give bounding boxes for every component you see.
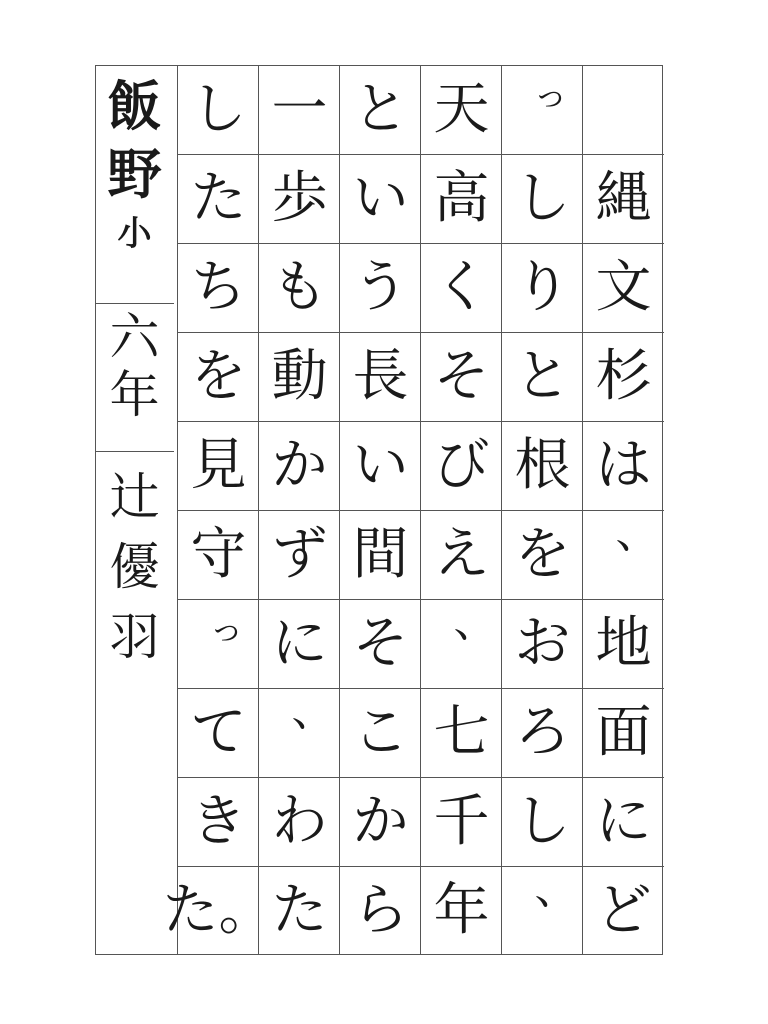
grid-cell [421, 243, 502, 332]
grid-cell [421, 65, 502, 154]
grid-cell [421, 688, 502, 777]
grid-cell [178, 332, 259, 421]
grid-cell [502, 243, 583, 332]
grid-cell [340, 599, 421, 688]
grid-char: 地 [595, 611, 652, 676]
grid-char: お [514, 611, 571, 676]
name-column [95, 65, 176, 955]
grid-char: い [352, 166, 409, 231]
grid-char: く [433, 255, 490, 320]
grid-cell [259, 243, 340, 332]
grid-cell [583, 243, 664, 332]
author-char: 辻 [109, 468, 160, 526]
grid-cell [340, 154, 421, 243]
grid-cell [583, 332, 664, 421]
grid-char: 、 [534, 863, 579, 914]
grid-cell [421, 332, 502, 421]
grid-char: え [433, 522, 490, 587]
author-char: 優 [109, 538, 160, 596]
grid-char: ど [595, 878, 652, 943]
grid-char: し [190, 76, 247, 142]
grid-cell [178, 510, 259, 599]
grid-char: ず [271, 522, 328, 587]
grid-char: こ [352, 700, 409, 765]
grid-cell [178, 688, 259, 777]
grid-cell [583, 507, 664, 599]
grid-char: び [433, 433, 490, 498]
grid-cell [259, 685, 340, 777]
school-char: 飯 [107, 74, 162, 138]
grid-char: 一 [271, 76, 328, 142]
grid-char: 縄 [595, 166, 652, 231]
school-name [95, 65, 174, 303]
grid-cell [502, 421, 583, 510]
grade-char: 年 [109, 366, 160, 424]
grid-cell [178, 243, 259, 332]
grid-cell [162, 866, 275, 955]
grid-cell [421, 866, 502, 955]
grid-cell [421, 596, 502, 688]
grid-char: て [190, 700, 247, 765]
grid-char: し [514, 789, 571, 854]
grid-char: し [514, 166, 571, 231]
grid-char: を [514, 522, 571, 587]
grid-char: は [595, 433, 652, 498]
grid-char: 間 [352, 522, 409, 587]
grid-char: き [190, 789, 247, 854]
grid-char: そ [352, 611, 409, 676]
grid-cell [340, 777, 421, 866]
author-char: 羽 [109, 608, 160, 666]
grid-char: 根 [514, 433, 571, 498]
grid-cell [583, 777, 664, 866]
grid-char: か [271, 433, 328, 498]
grid-char: 、 [453, 596, 498, 647]
grid-char: 七 [433, 700, 490, 765]
grid-cell [421, 421, 502, 510]
grid-cell [583, 866, 664, 955]
grid-char: ら [352, 878, 409, 943]
grid-cell [583, 154, 664, 243]
grid-char: う [352, 255, 409, 320]
grid-char: 、 [615, 507, 660, 558]
author-name [95, 451, 174, 955]
grid-cell [583, 688, 664, 777]
grid-char: っ [533, 75, 568, 116]
grid-column [162, 65, 275, 955]
grid-cell [340, 510, 421, 599]
grid-cell [259, 510, 340, 599]
grid-cell [259, 65, 340, 154]
grid-char: 杉 [595, 344, 652, 409]
grid-cell [340, 688, 421, 777]
grid-char: っ [209, 610, 244, 650]
grid-char: 天 [433, 76, 490, 142]
grid-char: ろ [514, 700, 571, 765]
grid-char: た。 [162, 878, 275, 943]
grid-cell [259, 332, 340, 421]
grid-char: と [352, 76, 409, 142]
grid-char: 面 [595, 700, 652, 765]
grid-char: り [514, 255, 571, 320]
grid-char: 長 [352, 344, 409, 409]
grid-char: も [271, 255, 328, 320]
grid-cell [259, 421, 340, 510]
grid-cell [421, 510, 502, 599]
grid-cell [178, 777, 259, 866]
grid-cell [178, 65, 259, 154]
grade-label [95, 303, 174, 451]
grid-cell [259, 599, 340, 688]
grade-char: 六 [109, 308, 160, 366]
grid-cell [178, 599, 259, 688]
grid-cell [340, 65, 421, 154]
grid-char: を [190, 344, 247, 409]
grid-column [501, 65, 582, 955]
grid-char: 千 [433, 789, 490, 854]
school-char: 小 [117, 214, 152, 254]
grid-char: わ [271, 789, 328, 854]
grid-char: い [352, 433, 409, 498]
grid-char: か [352, 789, 409, 854]
grid-cell [502, 777, 583, 866]
grid-char: に [595, 789, 652, 854]
grid-cell [502, 510, 583, 599]
grid-char: 歩 [271, 166, 328, 231]
grid-column [258, 65, 339, 955]
grid-char: 文 [595, 255, 652, 320]
grid-char: 見 [190, 433, 247, 498]
grid-char: 動 [271, 344, 328, 409]
grid-cell [502, 599, 583, 688]
grid-cell [259, 154, 340, 243]
grid-cell [502, 154, 583, 243]
grid-cell [502, 688, 583, 777]
grid-cell [340, 421, 421, 510]
grid-cell [502, 65, 583, 154]
grid-cell [502, 332, 583, 421]
grid-cell [259, 777, 340, 866]
grid-char: 年 [433, 878, 490, 943]
grid-cell [583, 421, 664, 510]
grid-cell [178, 154, 259, 243]
grid-cell [583, 65, 664, 154]
grid-char: そ [433, 344, 490, 409]
grid-char: に [271, 611, 328, 676]
grid-cell [421, 154, 502, 243]
grid-column [339, 65, 420, 955]
grid-char: 高 [433, 166, 490, 231]
grid-cell [421, 777, 502, 866]
grid-char: ち [190, 255, 247, 320]
grid-cell [178, 421, 259, 510]
grid-column [582, 65, 663, 955]
school-char: 野 [107, 142, 162, 206]
grid-char: た [190, 166, 247, 231]
grid-char: と [514, 344, 571, 409]
grid-cell [340, 332, 421, 421]
grid-char: 、 [291, 685, 336, 736]
grid-cell [340, 243, 421, 332]
grid-char: た [271, 878, 328, 943]
grid-char: 守 [190, 522, 247, 587]
grid-column [420, 65, 501, 955]
grid-cell [583, 599, 664, 688]
grid-cell [502, 863, 583, 955]
grid-cell [340, 866, 421, 955]
